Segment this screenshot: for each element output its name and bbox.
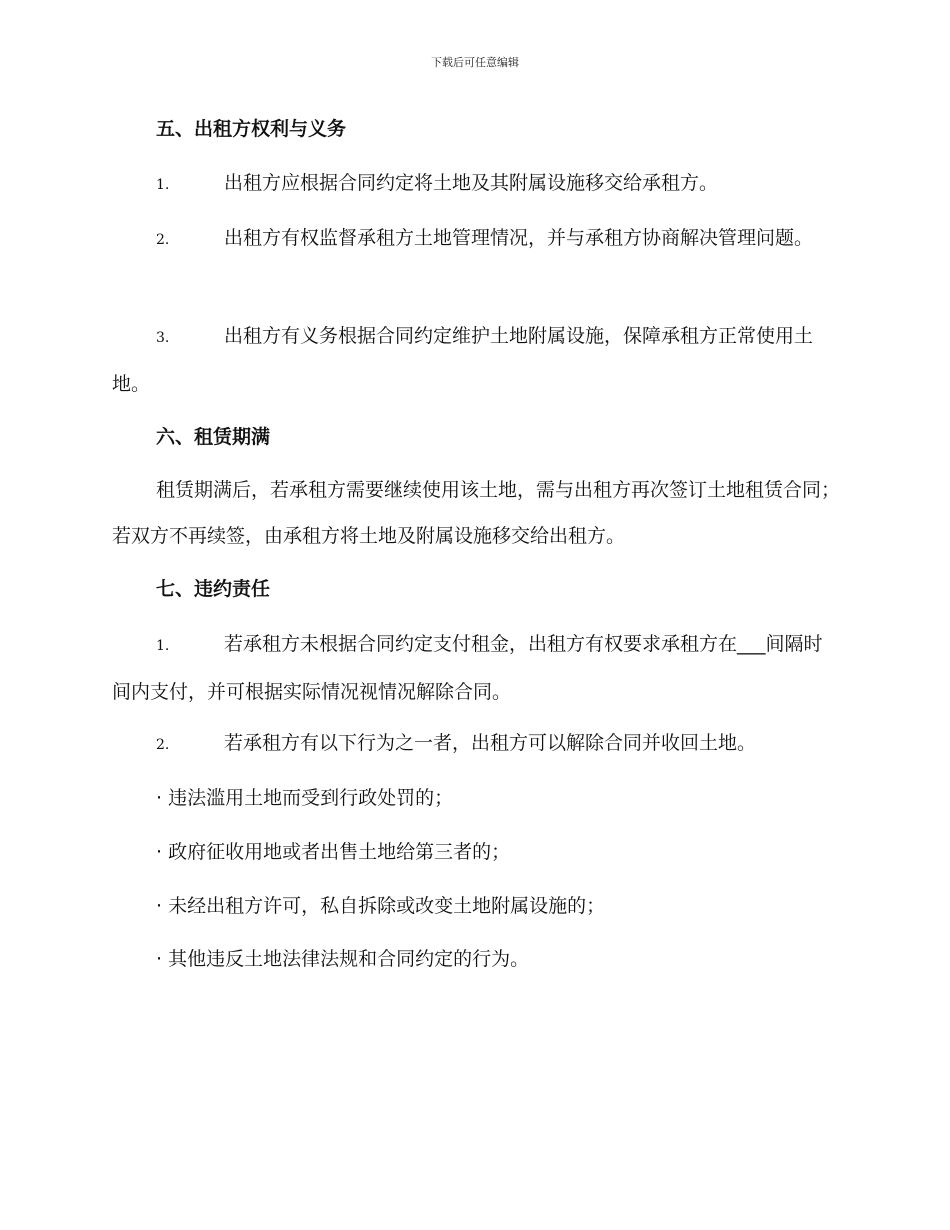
list-item-text: 出租方有权监督承租方土地管理情况，并与承租方协商解决管理问题。 <box>224 227 814 249</box>
bullet-item: · 未经出租方许可，私自拆除或改变土地附属设施的； <box>156 895 606 917</box>
list-item-text: 若承租方有以下行为之一者，出租方可以解除合同并收回土地。 <box>224 732 757 754</box>
bullet-item: · 其他违反土地法律法规和合同约定的行为。 <box>156 948 530 970</box>
section-heading-7: 七、违约责任 <box>156 578 271 600</box>
list-item-text: 若承租方未根据合同约定支付租金，出租方有权要求承租方在___间隔时间内支付，并可根据实际情况视情况解除合同。 <box>112 633 823 703</box>
list-item <box>112 720 840 768</box>
list-item-number: 1. <box>156 638 170 654</box>
list-item <box>112 215 840 263</box>
list-item-text: 出租方应根据合同约定将土地及其附属设施移交给承租方。 <box>224 172 719 194</box>
section-heading-5: 五、出租方权利与义务 <box>156 118 347 140</box>
list-item <box>112 313 840 407</box>
list-item-number: 1. <box>156 177 170 193</box>
list-item-number: 2. <box>156 737 170 753</box>
paragraph: 租赁期满后，若承租方需要继续使用该土地，需与出租方再次签订土地租赁合同；若双方不再续签，由承租方将土地及附属设施移交给出租方。 <box>112 479 841 547</box>
bullet-item: · 政府征收用地或者出售土地给第三者的； <box>156 841 511 863</box>
page-header: 下载后可任意编辑 <box>431 56 519 69</box>
bullet-item: · 违法滥用土地而受到行政处罚的； <box>156 787 454 809</box>
section-heading-6: 六、租赁期满 <box>156 426 271 448</box>
list-item <box>112 160 840 208</box>
list-item-number: 3. <box>156 330 170 346</box>
list-item-number: 2. <box>156 232 170 248</box>
list-item <box>112 621 840 715</box>
list-item-text: 出租方有义务根据合同约定维护土地附属设施，保障承租方正常使用土地。 <box>112 325 814 395</box>
